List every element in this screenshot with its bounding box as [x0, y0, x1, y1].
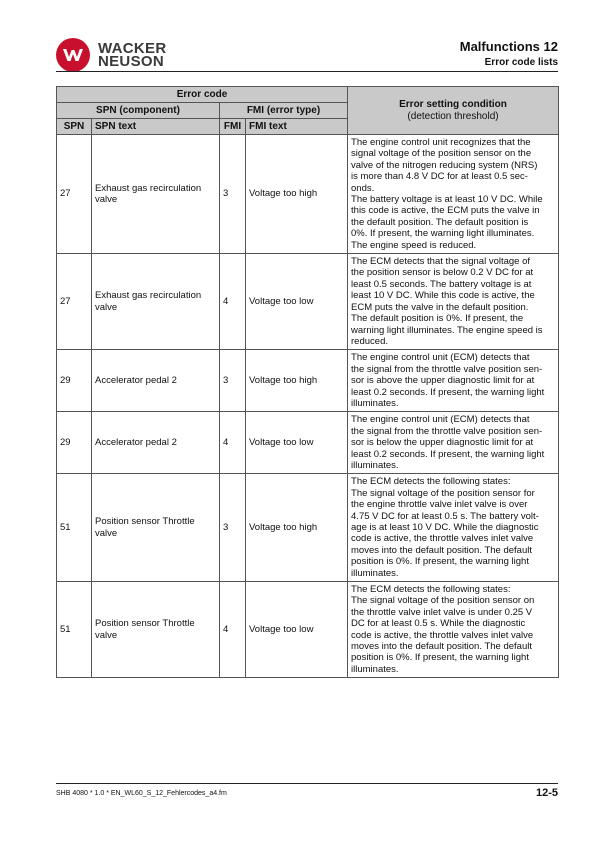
page-number: 12-5: [535, 787, 558, 799]
condition-line: least 0.2 seconds. If present, the warning light: [351, 448, 545, 460]
condition-line: illuminates.: [351, 459, 399, 471]
fmi-cell: 4: [220, 254, 246, 350]
condition-line: The ECM detects that the signal voltage of: [351, 256, 531, 268]
brand-logo-icon: [56, 38, 90, 72]
fmi-text-cell: Voltage too high: [246, 474, 348, 582]
condition-line: The signal voltage of the position sensor for: [351, 487, 535, 499]
condition-header-subtitle: (detection threshold): [407, 110, 499, 122]
condition-line: least 0.2 seconds. If present, the warning light: [351, 386, 545, 398]
condition-line: ECM puts the valve in the default position.: [351, 301, 529, 313]
fmi-text-cell: Voltage too low: [246, 254, 348, 350]
fmi-text-cell: Voltage too low: [246, 582, 348, 678]
condition-line: The signal voltage of the position sensor on: [351, 595, 535, 607]
condition-header: [348, 87, 559, 135]
condition-cell: [348, 412, 559, 474]
error-code-group-header: Error code: [57, 87, 348, 103]
spn-text-cell: Accelerator pedal 2: [92, 412, 220, 474]
table-row: [57, 350, 559, 412]
condition-line: position is 0%. If present, the warning light: [351, 652, 529, 664]
spn-text-cell: Exhaust gas recirculation valve: [92, 254, 220, 350]
table-row: [57, 582, 559, 678]
table-row: [57, 474, 559, 582]
condition-line: onds.: [351, 182, 375, 194]
fmi-cell: 4: [220, 412, 246, 474]
fmi-text-cell: Voltage too high: [246, 350, 348, 412]
footer-divider: [56, 783, 558, 784]
condition-line: The engine control unit (ECM) detects that: [351, 352, 530, 364]
condition-line: illuminates.: [351, 567, 399, 579]
spn-text-cell: Position sensor Throttle valve: [92, 474, 220, 582]
condition-line: DC for at least 0.5 s. While the diagnostic: [351, 618, 526, 630]
condition-line: 0%. If present, the warning light illuminates.: [351, 228, 535, 240]
condition-line: code is active, the throttle valves inlet valve: [351, 533, 534, 545]
condition-line: the engine throttle valve inlet valve is over: [351, 499, 528, 511]
brand-name-line1: WACKER: [98, 40, 167, 57]
condition-line: The engine control unit (ECM) detects that: [351, 414, 530, 426]
condition-line: reduced.: [351, 335, 388, 347]
error-code-table: [56, 86, 559, 678]
spn-column-header: SPN: [57, 119, 92, 135]
condition-line: The ECM detects the following states:: [351, 584, 511, 596]
condition-line: code is active, the throttle valves inlet valve: [351, 629, 534, 641]
table-row: [57, 412, 559, 474]
condition-line: sor is above the upper diagnostic limit for at: [351, 375, 535, 387]
condition-line: The battery voltage is at least 10 V DC. While: [351, 194, 543, 206]
brand-name-line2: NEUSON: [98, 53, 164, 70]
page-header: [460, 39, 558, 69]
condition-line: least 0.5 seconds. The battery voltage is at: [351, 278, 532, 290]
fmi-group-header: FMI (error type): [220, 103, 348, 119]
section-title: Error code lists: [484, 57, 558, 68]
condition-line: The engine control unit recognizes that the: [351, 137, 531, 148]
brand-name: [98, 42, 166, 68]
spn-cell: 27: [57, 135, 92, 254]
condition-cell: [348, 582, 559, 678]
spn-group-header: SPN (component): [57, 103, 220, 119]
condition-cell: [348, 135, 559, 254]
condition-line: warning light illuminates. The engine speed is: [351, 324, 543, 336]
condition-line: position is 0%. If present, the warning light: [351, 556, 529, 568]
condition-line: least 10 V DC. While this code is active, the: [351, 290, 535, 302]
condition-line: the default position. The default position is: [351, 216, 529, 228]
condition-line: is more than 4.8 V DC for at least 0.5 sec-: [351, 171, 528, 183]
chapter-title: Malfunctions 12: [459, 39, 558, 54]
condition-line: this code is active, the ECM puts the valve in: [351, 205, 540, 217]
fmi-column-header: FMI: [220, 119, 246, 135]
fmi-cell: 3: [220, 474, 246, 582]
condition-line: valve of the nitrogen reducing system (NRS): [351, 159, 538, 171]
condition-line: sor is below the upper diagnostic limit for at: [351, 437, 534, 449]
condition-line: illuminates.: [351, 663, 399, 675]
condition-line: the signal from the throttle valve position sen-: [351, 425, 543, 437]
condition-header-title: Error setting condition: [399, 98, 507, 110]
condition-cell: [348, 254, 559, 350]
header-divider: [56, 71, 558, 72]
condition-line: The engine speed is reduced.: [351, 239, 477, 251]
condition-line: the position sensor is below 0.2 V DC for at: [351, 267, 534, 279]
condition-line: age is at least 10 V DC. While the diagnostic: [351, 522, 539, 533]
spn-cell: 29: [57, 350, 92, 412]
document-reference: SHB 4080 * 1.0 * EN_WL60_S_12_Fehlercodes_a4.fm: [56, 790, 227, 797]
spn-cell: 29: [57, 412, 92, 474]
spn-cell: 51: [57, 582, 92, 678]
condition-line: illuminates.: [351, 397, 399, 409]
condition-line: 4.75 V DC for at least 0.5 s. The battery volt-: [351, 510, 539, 522]
condition-line: moves into the default position. The default: [351, 641, 532, 653]
spn-text-column-header: SPN text: [92, 119, 220, 135]
condition-line: the throttle valve inlet valve is under 0.25 V: [351, 606, 533, 618]
fmi-text-column-header: FMI text: [246, 119, 348, 135]
fmi-cell: 3: [220, 350, 246, 412]
condition-line: moves into the default position. The default: [351, 544, 532, 556]
spn-text-cell: Exhaust gas recirculation valve: [92, 135, 220, 254]
condition-line: signal voltage of the position sensor on the: [351, 148, 532, 160]
condition-line: the signal from the throttle valve position sen-: [351, 363, 543, 375]
brand-logo: [56, 38, 166, 72]
condition-cell: [348, 474, 559, 582]
condition-line: The ECM detects the following states:: [351, 476, 511, 488]
spn-text-cell: Accelerator pedal 2: [92, 350, 220, 412]
fmi-cell: 4: [220, 582, 246, 678]
fmi-text-cell: Voltage too high: [246, 135, 348, 254]
fmi-text-cell: Voltage too low: [246, 412, 348, 474]
fmi-cell: 3: [220, 135, 246, 254]
spn-cell: 27: [57, 254, 92, 350]
spn-cell: 51: [57, 474, 92, 582]
table-row: [57, 254, 559, 350]
condition-cell: [348, 350, 559, 412]
condition-line: The default position is 0%. If present, the: [351, 313, 524, 325]
spn-text-cell: Position sensor Throttle valve: [92, 582, 220, 678]
table-row: [57, 135, 559, 254]
